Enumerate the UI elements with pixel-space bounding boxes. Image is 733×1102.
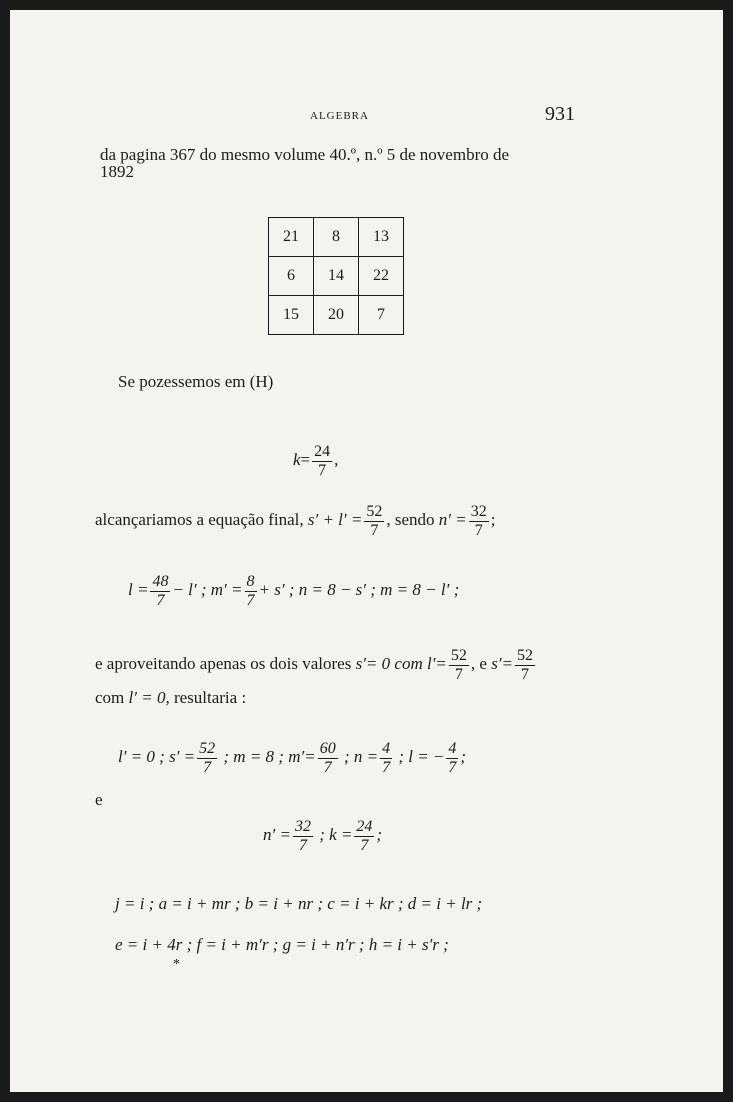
- eq-n-semi: ;: [490, 510, 496, 529]
- fraction-denominator: 7: [318, 758, 338, 777]
- eq-r1-e: ; n =: [343, 747, 379, 766]
- table-row: [269, 296, 404, 335]
- fraction-denominator: 7: [382, 758, 391, 776]
- eq-l-lhs: l =: [128, 580, 149, 599]
- fraction: [469, 503, 489, 539]
- fraction-numerator: 8: [246, 573, 255, 590]
- fraction: [318, 740, 338, 776]
- fraction: [354, 818, 374, 854]
- eq-r2-c: ;: [376, 825, 383, 844]
- eq-n-lhs: n′ =: [438, 510, 467, 529]
- fraction: [245, 573, 257, 609]
- equation-result-line-1: [118, 740, 466, 776]
- book-page: [10, 10, 723, 1092]
- fraction-numerator: 24: [314, 443, 331, 460]
- equation-final-line: [95, 503, 495, 539]
- table-cell: 8: [314, 218, 359, 257]
- eq-r1-a: l′ = 0 ;: [118, 747, 165, 766]
- eq-r1-g: ;: [460, 747, 467, 766]
- eq-r2-b: ; k =: [319, 825, 353, 844]
- equation-line-j: j = i ; a = i + mr ; b = i + nr ; c = i + kr ; d = i + lr ;: [115, 894, 483, 913]
- eq-l-tail: − l′ ;: [172, 580, 207, 599]
- paragraph-se-pozessemos: Se pozessemos em (H): [118, 372, 274, 391]
- table-cell: 15: [269, 296, 314, 335]
- text-resultaria: resultaria :: [173, 688, 247, 707]
- text-sendo: sendo: [394, 510, 435, 529]
- fraction: [312, 443, 332, 479]
- table-cell: 22: [359, 257, 404, 296]
- eq-m-tail: + s′ ;: [258, 580, 295, 599]
- fraction-denominator: 7: [469, 521, 489, 540]
- fraction: [293, 818, 313, 854]
- fraction: [446, 740, 458, 776]
- fraction-numerator: 32: [470, 503, 487, 520]
- fraction-numerator: 48: [152, 573, 169, 590]
- page-number: 931: [545, 103, 575, 125]
- fraction-denominator: 7: [150, 591, 170, 610]
- fraction-numerator: 52: [199, 740, 216, 757]
- fraction-denominator: 7: [364, 521, 384, 540]
- magic-square-table: [268, 217, 404, 335]
- fraction-numerator: 52: [517, 647, 534, 664]
- text-aproveitando-4: , e: [470, 654, 487, 673]
- paragraph-aproveitando-line-2: [95, 688, 246, 708]
- eq-k-lhs: k: [293, 450, 301, 469]
- fraction-denominator: 7: [246, 591, 255, 609]
- fraction: [150, 573, 170, 609]
- intro-text-line-1: da pagina 367 do mesmo volume 40.º, n.º 5 de novembro de: [100, 145, 510, 164]
- text-aproveitando-3: l′=: [426, 654, 447, 673]
- fraction: [197, 740, 217, 776]
- fraction-numerator: 60: [319, 740, 336, 757]
- fraction-denominator: 7: [293, 836, 313, 855]
- fraction-numerator: 24: [356, 818, 373, 835]
- fraction: [380, 740, 392, 776]
- fraction: [515, 647, 535, 683]
- table-cell: 21: [269, 218, 314, 257]
- fraction-numerator: 32: [294, 818, 311, 835]
- fraction-denominator: 7: [197, 758, 217, 777]
- fraction-denominator: 7: [354, 836, 374, 855]
- eq-r2-a: n′ =: [263, 825, 291, 844]
- fraction-denominator: 7: [448, 758, 457, 776]
- text-aproveitando-5: s′=: [491, 654, 514, 673]
- running-header-title: ALGEBRA: [310, 110, 369, 122]
- text-aproveitando-1: e aproveitando apenas os dois valores: [95, 654, 352, 673]
- table-cell: 7: [359, 296, 404, 335]
- footnote-asterisk: *: [173, 957, 180, 972]
- fraction: [364, 503, 384, 539]
- fraction-denominator: 7: [515, 665, 535, 684]
- fraction-numerator: 4: [382, 740, 391, 757]
- equation-result-line-2: [263, 818, 382, 854]
- intro-text-line-2: 1892: [100, 162, 134, 181]
- text-e-conjunction: e: [95, 790, 103, 809]
- equation-l-m-line: [128, 573, 459, 609]
- eq-sl-lhs: s′ + l′ =: [307, 510, 363, 529]
- equation-k: [293, 443, 338, 479]
- fraction: [449, 647, 469, 683]
- fraction-denominator: 7: [449, 665, 469, 684]
- table-cell: 20: [314, 296, 359, 335]
- eq-r1-c: ; m = 8 ; m′=: [223, 747, 316, 766]
- eq-k-equals: =: [300, 450, 311, 469]
- text-alcancariamos: alcançariamos a equação final,: [95, 510, 304, 529]
- eq-r1-b: s′ =: [169, 747, 196, 766]
- fraction-numerator: 52: [366, 503, 383, 520]
- eq-n-m-rest: n = 8 − s′ ; m = 8 − l′ ;: [298, 580, 460, 599]
- fraction-numerator: 52: [450, 647, 467, 664]
- fraction-denominator: 7: [312, 461, 332, 480]
- eq-r1-f: ; l = −: [398, 747, 445, 766]
- equation-line-e: e = i + 4r ; f = i + m′r ; g = i + n′r ; h = i + s′r ;: [115, 935, 449, 954]
- table-row: [269, 218, 404, 257]
- text-com: com: [95, 688, 125, 707]
- eq-sl-comma: ,: [386, 510, 391, 529]
- text-aproveitando-2: s′= 0 com: [355, 654, 423, 673]
- table-row: [269, 257, 404, 296]
- table-cell: 6: [269, 257, 314, 296]
- fraction-numerator: 4: [448, 740, 457, 757]
- eq-m-lhs: m′ =: [210, 580, 243, 599]
- text-l-equals-zero: l′ = 0,: [128, 688, 170, 707]
- table-cell: 13: [359, 218, 404, 257]
- eq-k-tail: ,: [334, 450, 339, 469]
- table-cell: 14: [314, 257, 359, 296]
- paragraph-aproveitando: [95, 647, 537, 683]
